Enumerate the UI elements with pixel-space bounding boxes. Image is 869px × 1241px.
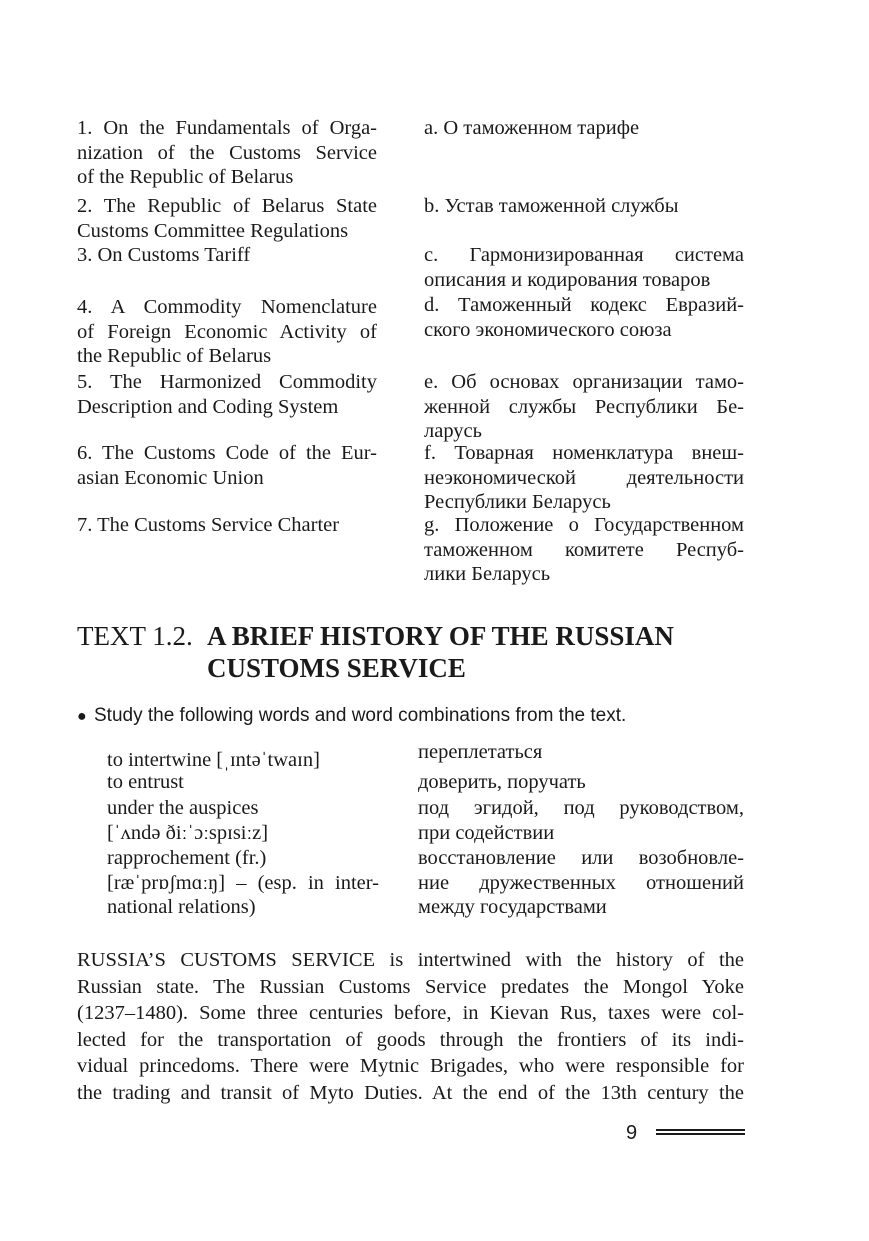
body-line: lected for the transportation of goods through the frontiers of its indi- (77, 1028, 744, 1051)
page-number: 9 (626, 1122, 638, 1144)
instruction-text: Study the following words and word combinations from the text. (94, 705, 627, 726)
match-right-e-line: женной службы Республики Бе- (424, 395, 744, 418)
match-right-f-line: f. Товарная номенклатура внеш- (424, 442, 744, 464)
vocab-translation (418, 740, 744, 765)
match-right-f (424, 441, 744, 515)
match-right-b (424, 194, 744, 219)
section-title: A BRIEF HISTORY OF THE RUSSIAN (207, 621, 674, 651)
match-right-e (424, 370, 744, 444)
match-left-4-line: the Republic of Belarus (77, 345, 272, 367)
match-left-5 (77, 370, 377, 419)
match-right-f-line: Республики Беларусь (424, 491, 611, 513)
body-line: Russian state. The Russian Customs Service predates the Mongol Yoke (77, 975, 744, 998)
match-right-e-line: e. Об основах организации тамо- (424, 371, 744, 393)
match-right-g-line: таможенном комитете Респуб- (424, 538, 744, 561)
body-line: RUSSIA’S CUSTOMS SERVICE is intertwined with the history of the (77, 949, 744, 971)
match-right-g-line: g. Положение о Государственном (424, 514, 744, 536)
match-left-4 (77, 295, 377, 369)
match-left-6-line: 6. The Customs Code of the Eur- (77, 442, 377, 464)
vocab-translation-line: под эгидой, под руководством, (418, 797, 744, 819)
vocab-term-line: under the auspices (107, 797, 259, 819)
vocab-translation-line: восстановление или возобновле- (418, 847, 744, 869)
vocab-translation (418, 770, 744, 795)
match-left-7 (77, 513, 377, 538)
match-left-2-line: 2. The Republic of Belarus State (77, 195, 377, 217)
vocab-term (107, 796, 379, 845)
match-left-7-line: 7. The Customs Service Charter (77, 514, 340, 536)
section-title: CUSTOMS SERVICE (207, 653, 466, 683)
match-left-4-line: 4. A Commodity Nomenclature (77, 296, 377, 318)
match-left-6-line: asian Economic Union (77, 466, 264, 489)
body-line: vidual princedoms. There were Mytnic Brigades, who were responsible for (77, 1055, 744, 1077)
match-right-d (424, 293, 744, 342)
match-right-a-line: a. О таможенном тарифе (424, 117, 640, 139)
match-right-c (424, 243, 744, 292)
match-right-c-line: описания и кодирования товаров (424, 268, 711, 291)
match-right-a (424, 116, 744, 141)
match-left-4-line: of Foreign Economic Activity of (77, 320, 377, 343)
vocab-translation-line: между государствами (418, 896, 607, 918)
vocab-term-line: [ˈʌndə ðiːˈɔːspɪsiːz] (107, 821, 269, 844)
match-left-3-line: 3. On Customs Tariff (77, 244, 251, 266)
vocab-translation-line: переплетаться (418, 741, 543, 763)
match-left-3 (77, 243, 377, 268)
vocab-translation-line: доверить, поручать (418, 771, 586, 793)
vocab-term-line: [ræˈprɒʃmɑːŋ] – (esp. in inter- (107, 871, 379, 894)
match-right-d-line: ского экономического союза (424, 318, 672, 341)
vocab-term-line: national relations) (107, 896, 256, 918)
match-left-1 (77, 116, 377, 190)
vocab-term (107, 748, 379, 773)
match-left-5-line: 5. The Harmonized Commodity (77, 371, 377, 393)
match-left-1-line: of the Republic of Belarus (77, 166, 294, 188)
vocab-term (107, 770, 379, 795)
match-right-d-line: d. Таможенный кодекс Евразий- (424, 294, 744, 316)
vocab-term-line: rapprochement (fr.) (107, 847, 267, 869)
match-left-6 (77, 441, 377, 490)
instruction-bullet: ● (77, 708, 87, 725)
vocab-term-line: to intertwine [ˌɪntəˈtwaɪn] (107, 749, 320, 771)
match-left-2-line: Customs Committee Regulations (77, 219, 349, 242)
match-right-g-line: лики Беларусь (424, 563, 551, 585)
body-line: (1237–1480). Some three centuries before, in Kievan Rus, taxes were col- (77, 1002, 744, 1024)
match-left-5-line: Description and Coding System (77, 395, 339, 418)
section-number: TEXT 1.2. (77, 621, 193, 651)
match-left-1-line: nization of the Customs Service (77, 141, 377, 164)
vocab-translation (418, 846, 744, 920)
vocab-term-line: to entrust (107, 771, 184, 793)
match-right-b-line: b. Устав таможенной службы (424, 195, 679, 217)
body-paragraph (77, 947, 744, 1106)
vocab-translation-line: при содействии (418, 821, 555, 844)
body-line: the trading and transit of Myto Duties. At the end of the 13th century the (77, 1081, 744, 1104)
match-right-e-line: ларусь (424, 420, 483, 442)
match-right-f-line: неэкономической деятельности (424, 466, 744, 489)
match-left-1-line: 1. On the Fundamentals of Orga- (77, 117, 377, 139)
match-right-c-line: c. Гармонизированная система (424, 244, 744, 266)
match-left-2 (77, 194, 377, 243)
vocab-translation (418, 796, 744, 845)
match-right-g (424, 513, 744, 587)
vocab-translation-line: ние дружественных отношений (418, 871, 744, 894)
footer-rule (656, 1129, 745, 1131)
footer-rule (656, 1133, 745, 1135)
vocab-term (107, 846, 379, 920)
